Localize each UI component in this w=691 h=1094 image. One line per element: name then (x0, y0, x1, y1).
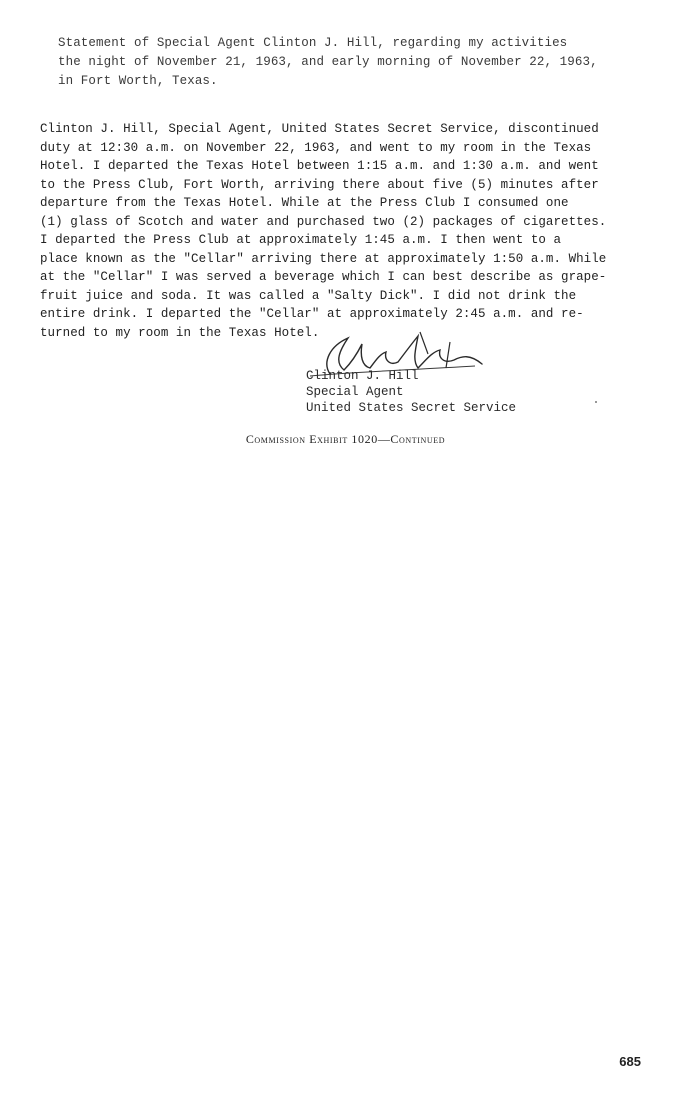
signer-agency: United States Secret Service (306, 401, 517, 415)
statement-body: Clinton J. Hill, Special Agent, United States Secret Service, discontinued duty at 12:30 a.m. on November 22, 1963, and went to my room in the Texas Hotel. I departed the Texas Hotel between 1:15 a.m. and 1:30 a.m. and went to the Press Club, Fort Worth, arriving there about five (5) minutes after departure from the Texas Hotel. While at the Press Club I consumed one (1) glass of Scotch and water and purchased two (2) packages of cigarettes. I departed the Press Club at approximately 1:45 a.m. I then went to a place known as the "Cellar" arriving there at approximately 1:50 a.m. While at the "Cellar" I was served a beverage which I can best describe as grape- fruit juice and soda. It was called a "Salty Dick". I did not drink the entire drink. I departed the "Cellar" at approximately 2:45 a.m. and re- turned to my room in the Texas Hotel. (40, 122, 607, 340)
signer-title: Special Agent (306, 385, 404, 399)
speck (595, 401, 597, 403)
page-number: 685 (619, 1054, 641, 1069)
exhibit-caption (0, 432, 691, 447)
statement-heading: Statement of Special Agent Clinton J. Hill, regarding my activities the night of November 21, 1963, and early morning of November 22, 1963, in Fort Worth, Texas. (58, 36, 598, 88)
signature-block (306, 368, 516, 416)
exhibit-caption-text: Commission Exhibit 1020—Continued (245, 432, 446, 446)
signer-name: Clinton J. Hill (306, 369, 419, 383)
